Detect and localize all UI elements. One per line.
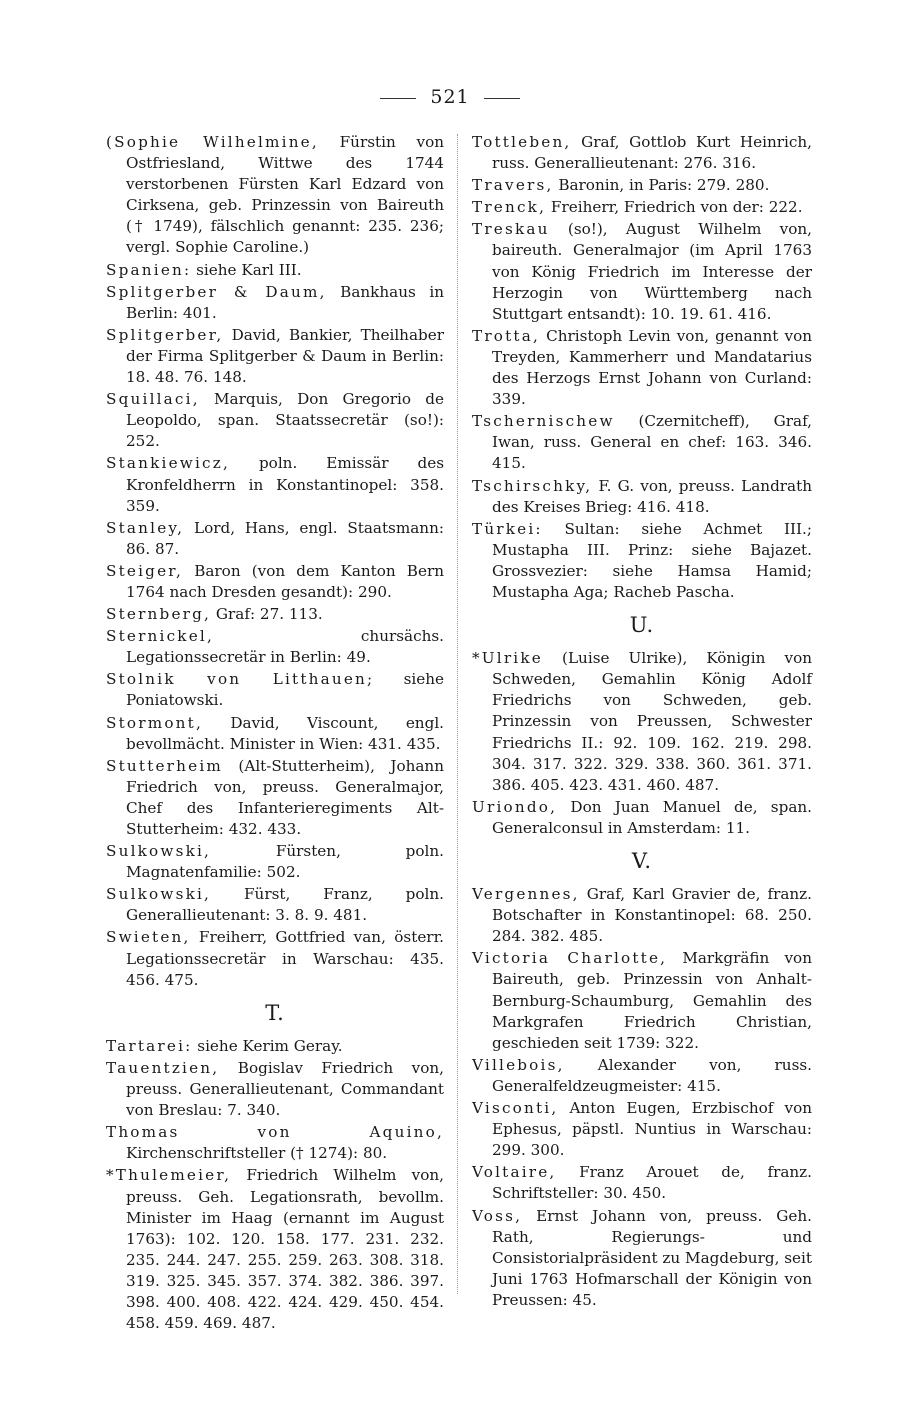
entry-text: (so!), August Wilhelm von, baireuth. Generalmajor (im April 1763 von König Friedrich im Interesse der Herzogin von Württemberg nach Stuttgart entsandt): 10. 19. 61. 416. [492,220,812,323]
entry-text: Baron (von dem Kanton Bern 1764 nach Dresden gesandt): 290. [126,561,444,601]
entry-lemma: Victoria Charlotte, [472,949,668,968]
entry-lemma: Sternickel, [106,627,214,646]
entry-lemma: Travers, [472,176,554,195]
entry-text: Franz Arouet de, franz. Schriftsteller: 30. 450. [492,1163,812,1203]
index-entry [472,948,812,1053]
entry-text: F. G. von, preuss. Landrath des Kreises Brieg: 416. 418. [492,476,812,516]
entry-text: (Czernitcheff), Graf, Iwan, russ. General en chef: 163. 346. 415. [492,412,812,473]
entry-lemma: Stanley, [106,518,185,537]
entry-text: Baronin, in Paris: 279. 280. [553,176,770,195]
index-entry [472,326,812,410]
entry-lemma: Tottleben, [472,133,572,151]
entry-lemma: *Thulemeier, [106,1166,232,1185]
entry-text: Fürst, Franz, poln. Generallieutenant: 3. 8. 9. 481. [126,885,444,925]
entry-text: Marquis, Don Gregorio de Leopoldo, span. Staatssecretär (so!): 252. [126,390,444,451]
entries-t-cont [472,132,812,603]
index-entry [472,1162,812,1204]
entry-lemma: Uriondo, [472,797,558,816]
index-entry [106,1036,444,1057]
index-entry [106,841,444,883]
index-entry [472,797,812,839]
index-entry [106,282,444,324]
page-header [0,86,900,108]
index-entry [106,927,444,990]
entry-lemma: (Sophie Wilhelmine, [106,133,319,151]
entry-lemma: Steiger, [106,561,184,580]
entry-lemma: Voss, [472,1206,523,1225]
entry-lemma: Trotta, [472,326,541,345]
entry-text: Graf: 27. 113. [211,605,323,624]
index-entry [472,1098,812,1161]
entry-text: poln. Emissär des Kronfeldherrn in Konstantinopel: 358. 359. [126,454,444,515]
entry-text: Ernst Johann von, preuss. Geh. Rath, Regierungs- und Consistorialpräsident zu Magdeburg, seit Juni 1763 Hofmarschall der Königin von Preussen: 45. [492,1206,812,1309]
entry-lemma: Trenck, [472,198,547,217]
header-dash-left [380,98,416,99]
entry-text: siehe Karl III. [191,260,302,279]
index-entry [106,713,444,755]
entry-lemma: Tauentzien, [106,1058,220,1077]
entry-text: Christoph Levin von, genannt von Treyden, Kammerherr und Mandatarius des Herzogs Ernst Johann von Curland: 339. [492,326,812,409]
entry-lemma: Sulkowski, [106,885,212,904]
entry-text: (Luise Ulrike), Königin von Schweden, Gemahlin König Adolf Friedrichs von Schweden, geb. Prinzessin von Preussen, Schwester Friedrichs II.: 92. 109. 162. 219. 298. 304. 317. 322. 329. 338. 360. 361. 371. 386. 405. 423. 431. 460. 487. [492,649,812,794]
entries-v [472,884,812,1311]
section-heading-t: T. [265,1000,285,1025]
right-column [472,132,812,1312]
entry-lemma: Stutterheim [106,756,223,775]
index-entry [106,1122,444,1164]
entry-text: siehe Poniatowski. [126,670,444,710]
index-entry [106,1058,444,1121]
entry-lemma: Splitgerber & Daum, [106,282,327,301]
entry-lemma: Swieten, [106,928,191,947]
entry-text: Sultan: siehe Achmet III.; Mustapha III. Prinz: siehe Bajazet. Grossvezier: siehe Hamsa Hamid; Mustapha Aga; Racheb Pascha. [492,519,812,601]
entry-lemma: Splitgerber, [106,325,224,344]
index-entry [106,132,444,259]
index-entry [472,219,812,324]
index-entry [472,1206,812,1311]
entry-text: chursächs. Legationssecretär in Berlin: 49. [126,627,444,667]
entry-text: Bogislav Friedrich von, preuss. Generallieutenant, Commandant von Breslau: 7. 340. [126,1058,444,1120]
entry-lemma: Stolnik von Litthauen; [106,670,375,689]
entry-lemma: Villebois, [472,1055,565,1074]
entry-lemma: Tartarei: [106,1036,193,1055]
entry-lemma: Visconti, [472,1099,559,1118]
entry-text: Friedrich Wilhelm von, preuss. Geh. Legationsrath, bevollm. Minister im Haag (ernannt im August 1763): 102. 120. 158. 177. 231. 232. 235. 244. 247. 255. 259. 263. 308. 318. 319. 325. 345. 357. 374. 382. 386. 397. 398. 400. 408. 422. 424. 429. 450. 454. 458. 459. 469. 487. [126,1166,444,1333]
index-entry [106,389,444,452]
index-entry [472,1055,812,1097]
index-entry [106,518,444,560]
page-number: 521 [430,86,470,108]
index-entry [106,1165,444,1334]
entry-lemma: Sulkowski, [106,842,212,861]
index-entry [106,453,444,516]
entry-text: Fürsten, poln. Magnatenfamilie: 502. [126,842,444,882]
entry-lemma: Vergennes, [472,885,580,904]
index-entry [472,411,812,474]
entry-lemma: Tschirschky, [472,476,593,495]
index-entry [472,476,812,518]
entry-text: David, Viscount, engl. bevollmächt. Minister in Wien: 431. 435. [126,713,444,753]
index-entry [106,260,444,281]
index-entry [106,604,444,625]
entries-u [472,648,812,839]
entry-text: Fürstin von Ostfriesland, Wittwe des 1744 verstorbenen Fürsten Karl Edzard von Cirksena, geb. Prinzessin von Baireuth († 1749), fälschlich genannt: 235. 236; vergl. Sophie Caroline.) [126,133,444,257]
entry-text: Graf, Karl Gravier de, franz. Botschafter in Konstantinopel: 68. 250. 284. 382. 485. [492,885,812,946]
index-entry [472,197,812,218]
index-entry [106,325,444,388]
index-entry [106,561,444,603]
section-heading-u: U. [629,613,655,638]
index-entry [472,132,812,174]
entry-lemma: *Ulrike [472,649,543,668]
entry-lemma: Squillaci, [106,390,200,409]
index-entry [106,669,444,711]
index-entry [106,884,444,926]
entry-text: Don Juan Manuel de, span. Generalconsul in Amsterdam: 11. [492,797,812,837]
entry-lemma: Tschernischew [472,412,615,431]
entry-lemma: Voltaire, [472,1163,557,1182]
entry-text: Freiherr, Gottfried van, österr. Legationssecretär in Warschau: 435. 456. 475. [126,928,444,989]
entry-lemma: Stankiewicz, [106,454,230,473]
entry-lemma: Türkei: [472,519,543,538]
entry-lemma: Spanien: [106,260,192,279]
left-column [106,132,444,1335]
index-entry [472,519,812,603]
entry-lemma: Stormont, [106,713,203,732]
column-divider [457,134,458,1294]
index-entry [472,175,812,196]
entry-text: Kirchenschriftsteller († 1274): 80. [126,1144,388,1163]
header-dash-right [484,98,520,99]
entry-lemma: Sternberg, [106,605,212,624]
section-heading-v: V. [631,849,653,873]
entry-text: David, Bankier, Theilhaber der Firma Splitgerber & Daum in Berlin: 18. 48. 76. 148. [126,325,444,387]
entries-t [106,1036,444,1334]
entry-text: Alexander von, russ. Generalfeldzeugmeister: 415. [492,1055,812,1095]
entry-text: Lord, Hans, engl. Staatsmann: 86. 87. [126,518,444,558]
entry-text: siehe Kerim Geray. [192,1036,343,1055]
index-entry [106,756,444,840]
entries-s [106,132,444,991]
entry-text: Bankhaus in Berlin: 401. [126,282,444,322]
entry-text: Anton Eugen, Erzbischof von Ephesus, päpstl. Nuntius in Warschau: 299. 300. [492,1099,812,1160]
entry-lemma: Treskau [472,220,550,239]
entry-text: Markgräfin von Baireuth, geb. Prinzessin von Anhalt-Bernburg-Schaumburg, Gemahlin des Markgrafen Friedrich Christian, geschieden seit 1739: 322. [492,949,812,1052]
entry-text: (Alt-Stutterheim), Johann Friedrich von, preuss. Generalmajor, Chef des Infanterieregiments Alt-Stutterheim: 432. 433. [126,756,444,838]
index-entry [472,884,812,947]
entry-lemma: Thomas von Aquino, [106,1123,444,1142]
index-entry [472,648,812,796]
entry-text: Graf, Gottlob Kurt Heinrich, russ. Generallieutenant: 276. 316. [492,133,812,173]
entry-text: Freiherr, Friedrich von der: 222. [546,198,803,217]
index-entry [106,626,444,668]
